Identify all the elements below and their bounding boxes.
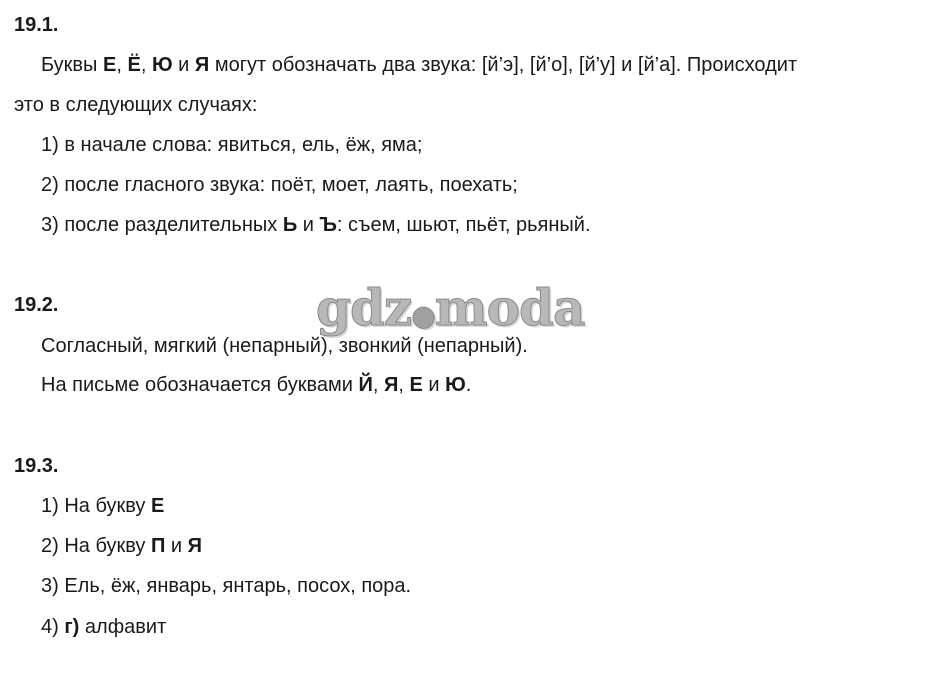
separator: и bbox=[297, 214, 320, 236]
intro-text: Буквы bbox=[41, 54, 103, 76]
answer-text: 2) На букву bbox=[41, 535, 151, 557]
letter-y-short: Й bbox=[358, 374, 373, 396]
letter-e: Е bbox=[150, 495, 165, 517]
separator: , bbox=[116, 54, 128, 76]
answer-text: 4) bbox=[41, 616, 65, 638]
section-19-3-answer-2 bbox=[41, 534, 202, 558]
section-19-3-answer-1 bbox=[41, 494, 164, 518]
answer-option-letter: г) bbox=[64, 616, 80, 638]
line-text: На письме обозначается буквами bbox=[41, 374, 359, 396]
answer-text: 1) На букву bbox=[41, 495, 151, 517]
separator: и bbox=[172, 54, 195, 76]
section-19-3-answer-4 bbox=[41, 615, 166, 639]
separator: и bbox=[422, 374, 446, 396]
section-19-1-item-1: 1) в начале слова: явиться, ель, ёж, яма; bbox=[41, 134, 423, 156]
section-19-1-item-3 bbox=[41, 213, 591, 237]
section-19-1-intro-line-2: это в следующих случаях: bbox=[14, 94, 258, 116]
section-19-1-intro-line-1 bbox=[41, 53, 797, 77]
section-heading-19-3: 19.3. bbox=[14, 455, 59, 477]
item-text: 3) после разделительных bbox=[41, 214, 283, 236]
answer-text: алфавит bbox=[79, 616, 167, 638]
line-text: . bbox=[465, 374, 472, 396]
letter-yu: Ю bbox=[445, 374, 466, 396]
separator: , bbox=[372, 374, 384, 396]
section-19-2-line-2 bbox=[41, 373, 471, 397]
intro-text: могут обозначать два звука: [й’э], [й’о], [й’у] и [й’а]. Происходит bbox=[209, 54, 798, 76]
separator: , bbox=[140, 54, 152, 76]
letter-p: П bbox=[150, 535, 166, 557]
section-19-1-item-2: 2) после гласного звука: поёт, моет, лаять, поехать; bbox=[41, 174, 518, 196]
letter-yu: Ю bbox=[151, 54, 173, 76]
section-heading-19-2: 19.2. bbox=[14, 294, 59, 316]
letter-hard-sign: Ъ bbox=[319, 214, 337, 236]
letter-ya: Я bbox=[383, 374, 399, 396]
watermark-logo: gdz●moda bbox=[316, 278, 585, 337]
letter-yo: Ё bbox=[127, 54, 141, 76]
separator: и bbox=[165, 535, 188, 557]
item-text: : съем, шьют, пьёт, рьяный. bbox=[336, 214, 591, 236]
section-heading-19-1: 19.1. bbox=[14, 14, 59, 36]
letter-ya: Я bbox=[194, 54, 210, 76]
letter-e: Е bbox=[103, 54, 117, 76]
separator: , bbox=[398, 374, 410, 396]
letter-e: Е bbox=[409, 374, 423, 396]
letter-ya: Я bbox=[187, 535, 203, 557]
letter-soft-sign: Ь bbox=[282, 214, 298, 236]
section-19-3-answer-3: 3) Ель, ёж, январь, янтарь, посох, пора. bbox=[41, 575, 412, 597]
section-19-2-line-1: Согласный, мягкий (непарный), звонкий (непарный). bbox=[41, 335, 528, 357]
